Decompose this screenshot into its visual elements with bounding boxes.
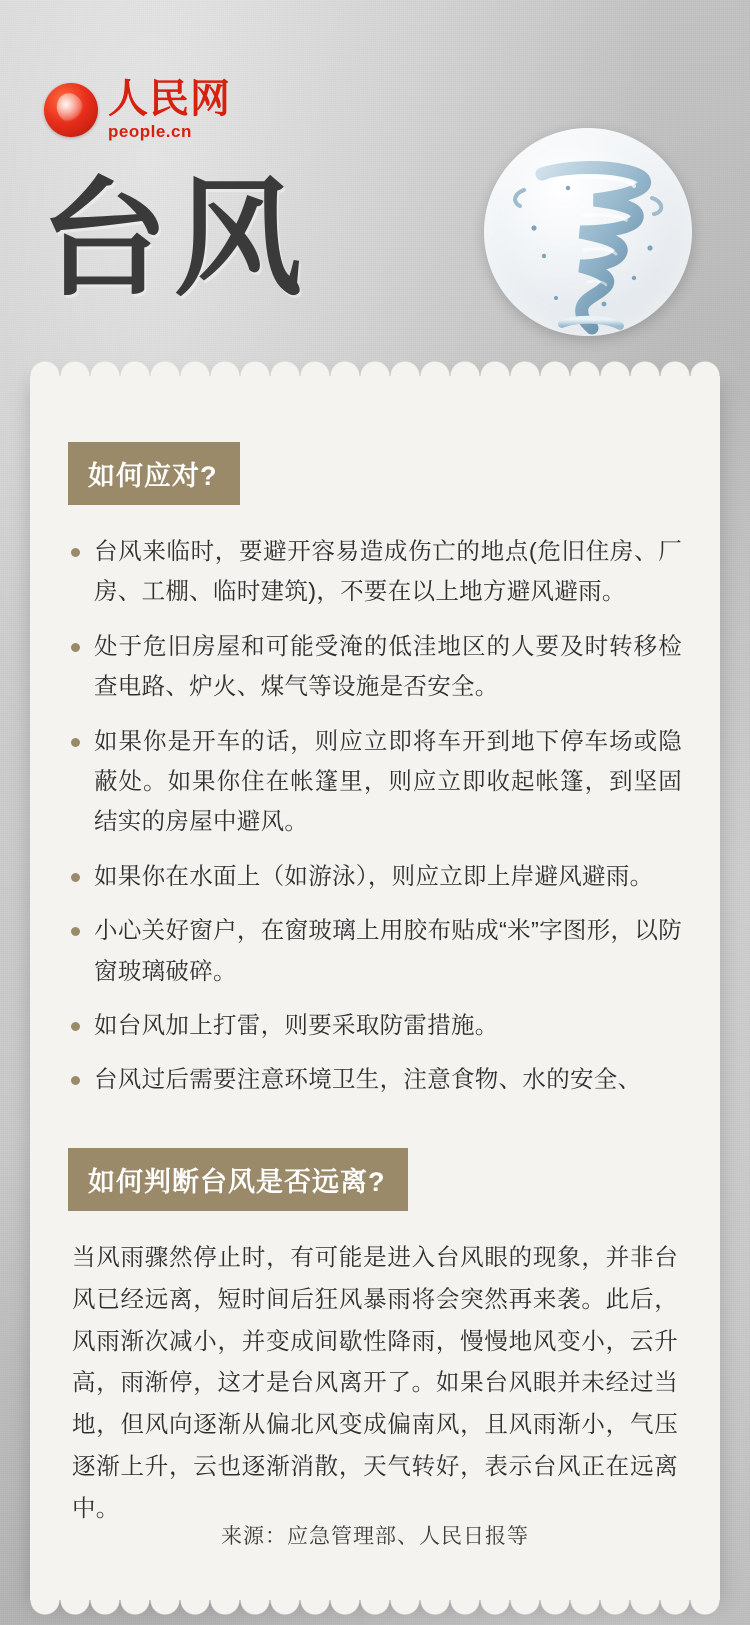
poster-footer	[0, 1520, 750, 1550]
card-scallop-bottom	[30, 1599, 720, 1621]
list-item: 小心关好窗户，在窗玻璃上用胶布贴成“米”字图形，以防窗玻璃破碎。	[68, 910, 682, 991]
tornado-illustration-icon	[484, 128, 692, 336]
list-item: 处于危旧房屋和可能受淹的低洼地区的人要及时转移检查电路、炉火、煤气等设施是否安全。	[68, 626, 682, 707]
content-card-wrapper	[30, 376, 720, 1600]
list-item: 台风来临时，要避开容易造成伤亡的地点(危旧住房、厂房、工棚、临时建筑)，不要在以上地方避风避雨。	[68, 531, 682, 612]
section-paragraph: 当风雨骤然停止时，有可能是进入台风眼的现象，并非台风已经远离，短时间后狂风暴雨将会突然再来袭。此后，风雨渐次减小，并变成间歇性降雨，慢慢地风变小，云升高，雨渐停，这才是台风离开了。如果台风眼并未经过当地，但风向逐渐从偏北风变成偏南风，且风雨渐小，气压逐渐上升，云也逐渐消散，天气转好，表示台风正在远离中。	[72, 1243, 678, 1521]
brand-logo	[44, 78, 231, 142]
brand-name-en: people.cn	[108, 122, 192, 141]
peoples-daily-online-logo-icon	[44, 83, 98, 137]
page-title: 台风	[40, 168, 309, 311]
section-heading-how-to-respond: 如何应对?	[68, 442, 240, 505]
tips-list	[68, 531, 682, 1100]
section-heading-how-to-judge: 如何判断台风是否远离?	[68, 1148, 408, 1211]
brand-text	[108, 78, 231, 142]
brand-name-cn: 人民网	[108, 77, 231, 121]
list-item: 如果你在水面上（如游泳），则应立即上岸避风避雨。	[68, 856, 682, 896]
list-item: 如台风加上打雷，则要采取防雷措施。	[68, 1005, 682, 1045]
source-text: 来源：应急管理部、人民日报等	[221, 1525, 529, 1548]
card-scallop-top	[30, 355, 720, 377]
list-item: 台风过后需要注意环境卫生，注意食物、水的安全、	[68, 1059, 682, 1099]
list-item: 如果你是开车的话，则应立即将车开到地下停车场或隐蔽处。如果你住在帐篷里，则应立即收起帐篷，到坚固结实的房屋中避风。	[68, 721, 682, 842]
poster-header	[0, 0, 750, 380]
content-card	[30, 376, 720, 1600]
